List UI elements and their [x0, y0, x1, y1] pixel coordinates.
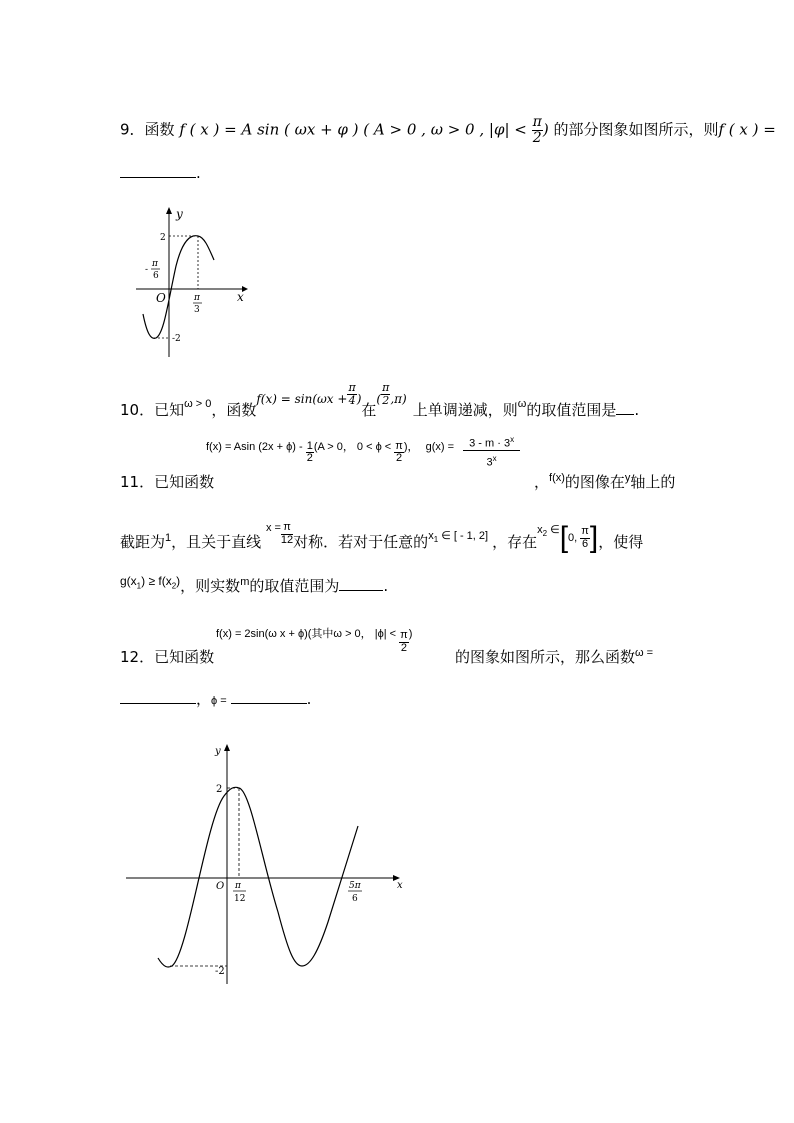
q9-frac-den: 2	[532, 129, 542, 146]
q11-g-num-text: 3 - m · 3	[469, 437, 511, 450]
q11-g-den-sup: x	[492, 454, 497, 464]
q11-line1-tail-b: 的图像在	[564, 473, 625, 491]
q11-ineq-c: )	[176, 574, 181, 588]
q11-line1	[120, 471, 214, 492]
q11-y-small: y	[624, 472, 631, 484]
q9-y-arrow	[166, 207, 172, 214]
q11-line1-tail	[534, 471, 675, 492]
q9-number: 9．	[120, 120, 145, 139]
q12-frac-den: 2	[400, 641, 408, 654]
q12-y-arrow	[224, 744, 230, 751]
q12-line1-tail	[455, 646, 653, 667]
q11-g-den-text: 3	[486, 456, 493, 469]
q10-number: 10．已知	[120, 400, 185, 419]
q11-line2-d: ，存在	[492, 532, 538, 551]
q11-x1-sub: 1	[433, 535, 439, 545]
q11-line3	[120, 575, 388, 596]
q9-origin-label: O	[156, 291, 166, 305]
q9-fraction	[532, 115, 543, 145]
q11-def-row	[206, 436, 520, 469]
q11-ineq-b: ) ≥ f(x	[141, 574, 172, 588]
q11-line2-b: ，且关于直线	[171, 532, 262, 551]
q11-number: 11．已知函数	[120, 473, 215, 491]
q9-graph	[132, 202, 258, 362]
q9-neg-tick-num: π	[152, 259, 158, 269]
q11-g-num-sup: x	[510, 435, 515, 444]
q11-f-def-frac2-den: 2	[396, 452, 403, 465]
q12-omega-blank[interactable]	[120, 691, 196, 704]
q10-interval-open: (	[376, 391, 382, 406]
q10-omega-cond: ω > 0	[184, 397, 212, 410]
q12-y-label: y	[215, 746, 221, 757]
q11-g-num	[463, 436, 520, 451]
q12-ymin-label: -2	[215, 966, 225, 977]
q12-line1	[120, 646, 214, 667]
q9-answer-line	[120, 163, 201, 182]
q11-x1-set	[428, 529, 489, 545]
q10-omega: ω	[517, 397, 527, 410]
q10-answer-blank[interactable]	[616, 402, 634, 415]
q10-formula-close: )	[356, 391, 362, 406]
q11-x1-rest: ∈ [ - 1, 2]	[441, 529, 489, 542]
q11-ineq-sub1: 1	[136, 581, 142, 591]
q9-ymax-label: 2	[160, 233, 166, 243]
q11-f-def-frac	[306, 441, 314, 465]
q11-x-eq-num: π	[281, 522, 293, 535]
q12-sep: ，	[196, 690, 212, 708]
q11-line2	[120, 521, 644, 561]
q11-x2-set	[537, 523, 560, 539]
q11-f-def-a: f(x) = Asin (2x + ϕ) -	[206, 440, 303, 453]
q9-frac-num: π	[532, 114, 542, 130]
q11-x2-bracket-open: [	[559, 521, 569, 554]
q12-tick2-num: 5π	[349, 881, 361, 891]
q11-x2-var: x	[537, 523, 543, 536]
q9-x-label: x	[237, 290, 244, 304]
q11-line3-c: 的取值范围为	[249, 577, 340, 595]
q11-x2-int-frac	[580, 526, 590, 550]
q10-formula-frac-num: π	[348, 381, 356, 394]
q10-formula: f(x) = sin(ωx +	[256, 391, 348, 406]
q11-answer-blank[interactable]	[339, 578, 383, 591]
q9-pos-tick-num: π	[194, 293, 200, 303]
q11-f-def-frac2-num: π	[395, 439, 403, 452]
q11-line2-a: 截距为	[120, 532, 166, 551]
q11-x2-rest: ∈	[550, 523, 560, 536]
q12-graph	[120, 740, 410, 990]
q9-pos-tick-den: 3	[194, 305, 200, 315]
q12-tick1-den: 12	[234, 894, 246, 904]
q11-line3-b: ，则实数	[180, 577, 241, 595]
q11-f-def-c: )，	[403, 440, 419, 453]
q11-g-frac	[463, 436, 520, 469]
q12-phi-label: ϕ =	[211, 695, 227, 707]
q11-line2-e: ，使得	[598, 532, 644, 551]
q11-x1-var: x	[428, 529, 434, 542]
q11-f-def-frac-den: 2	[306, 452, 313, 465]
q10-end: .	[634, 400, 640, 419]
q12-origin-label: O	[216, 881, 225, 892]
q9-neg-tick-prefix: -	[145, 265, 149, 275]
q11-ineq-sub2: 2	[171, 581, 177, 591]
q9-lead: 函数	[144, 120, 175, 139]
q11-line1-tail-a: ，	[534, 473, 550, 491]
q9-tail: 的部分图象如图所示，则	[553, 120, 719, 139]
q10-interval-num: π	[382, 381, 390, 394]
q9-tail-fx: f ( x ) =	[718, 120, 776, 139]
q9-y-label: y	[176, 207, 183, 221]
q9-neg-tick-den: 6	[153, 271, 159, 281]
q11-m-small: m	[240, 576, 250, 588]
q11-end: .	[383, 577, 389, 595]
q11-inequality	[120, 574, 181, 591]
q11-x2-int-a: 0,	[568, 531, 578, 544]
q12-phi-blank[interactable]	[231, 691, 307, 704]
q10-formula-frac	[347, 382, 356, 406]
q11-x-eq: x =	[265, 521, 281, 534]
q12-sine-curve	[158, 787, 358, 967]
q11-line2-c: 对称．若对于任意的	[293, 532, 429, 551]
q11-x2-sub: 2	[542, 529, 548, 539]
q11-x2-int-den: 6	[582, 537, 589, 550]
q11-ineq-a: g(x	[120, 574, 137, 588]
q11-x2-interval	[559, 521, 599, 554]
q12-tick1-num: π	[235, 881, 241, 891]
q11-fx-small: f(x)	[549, 472, 565, 484]
q12-tail: 的图象如图所示，那么函数	[455, 648, 636, 666]
q11-g-def-a: g(x) =	[425, 440, 455, 453]
q10-formula-frac-den: 4	[348, 393, 356, 407]
q12-x-label: x	[397, 880, 403, 891]
q11-x2-bracket-close: ]	[589, 521, 599, 554]
q12-number: 12．已知函数	[120, 648, 215, 666]
q12-tick2-den: 6	[352, 894, 358, 904]
q12-frac-num: π	[400, 629, 408, 641]
q12-frac	[399, 630, 409, 654]
q10-tail2: 的取值范围是	[526, 400, 617, 419]
q12-line2	[120, 688, 311, 709]
q11-x-eq-den: 12	[280, 533, 294, 546]
q11-f-def-frac-num: 1	[306, 439, 313, 452]
q12-f-close: )	[408, 627, 413, 640]
q10-tail1: 上单调递减，则	[412, 400, 518, 419]
q10-interval-frac	[381, 382, 390, 406]
q9-ymin-label: -2	[172, 334, 181, 344]
q10-interval-den: 2	[382, 393, 390, 407]
q9-sine-curve	[143, 236, 214, 339]
q10-interval-rest: ,π)	[390, 391, 407, 406]
q11-line1-tail-c: 轴上的	[630, 473, 676, 491]
q11-g-den	[463, 451, 520, 469]
q12-f-def: f(x) = 2sin(ω x + ϕ)(其中ω > 0， |ϕ| <	[216, 627, 397, 640]
q9-answer-blank[interactable]	[120, 163, 196, 178]
q9-line	[120, 115, 776, 145]
q10-mid1: ，函数	[211, 400, 257, 419]
q11-one: 1	[165, 531, 172, 544]
q9-formula-rhs: )	[542, 120, 549, 139]
q12-omega-eq: ω =	[635, 647, 654, 659]
q12-ymax-label: 2	[216, 784, 223, 795]
q12-def-row	[216, 624, 413, 654]
q11-x2-int-num: π	[581, 524, 589, 537]
q12-end: .	[306, 690, 312, 708]
q9-formula-lhs: f ( x ) = A sin ( ωx + φ ) ( A > 0 , ω > 0 , |φ| <	[179, 120, 527, 139]
q11-f-def-frac2	[394, 441, 404, 465]
q11-x-eq-frac	[281, 522, 293, 546]
q10-mid2: 在	[361, 400, 377, 419]
q9-end: .	[196, 164, 201, 182]
q11-f-def-b: (A > 0， 0 < ϕ <	[313, 440, 392, 453]
